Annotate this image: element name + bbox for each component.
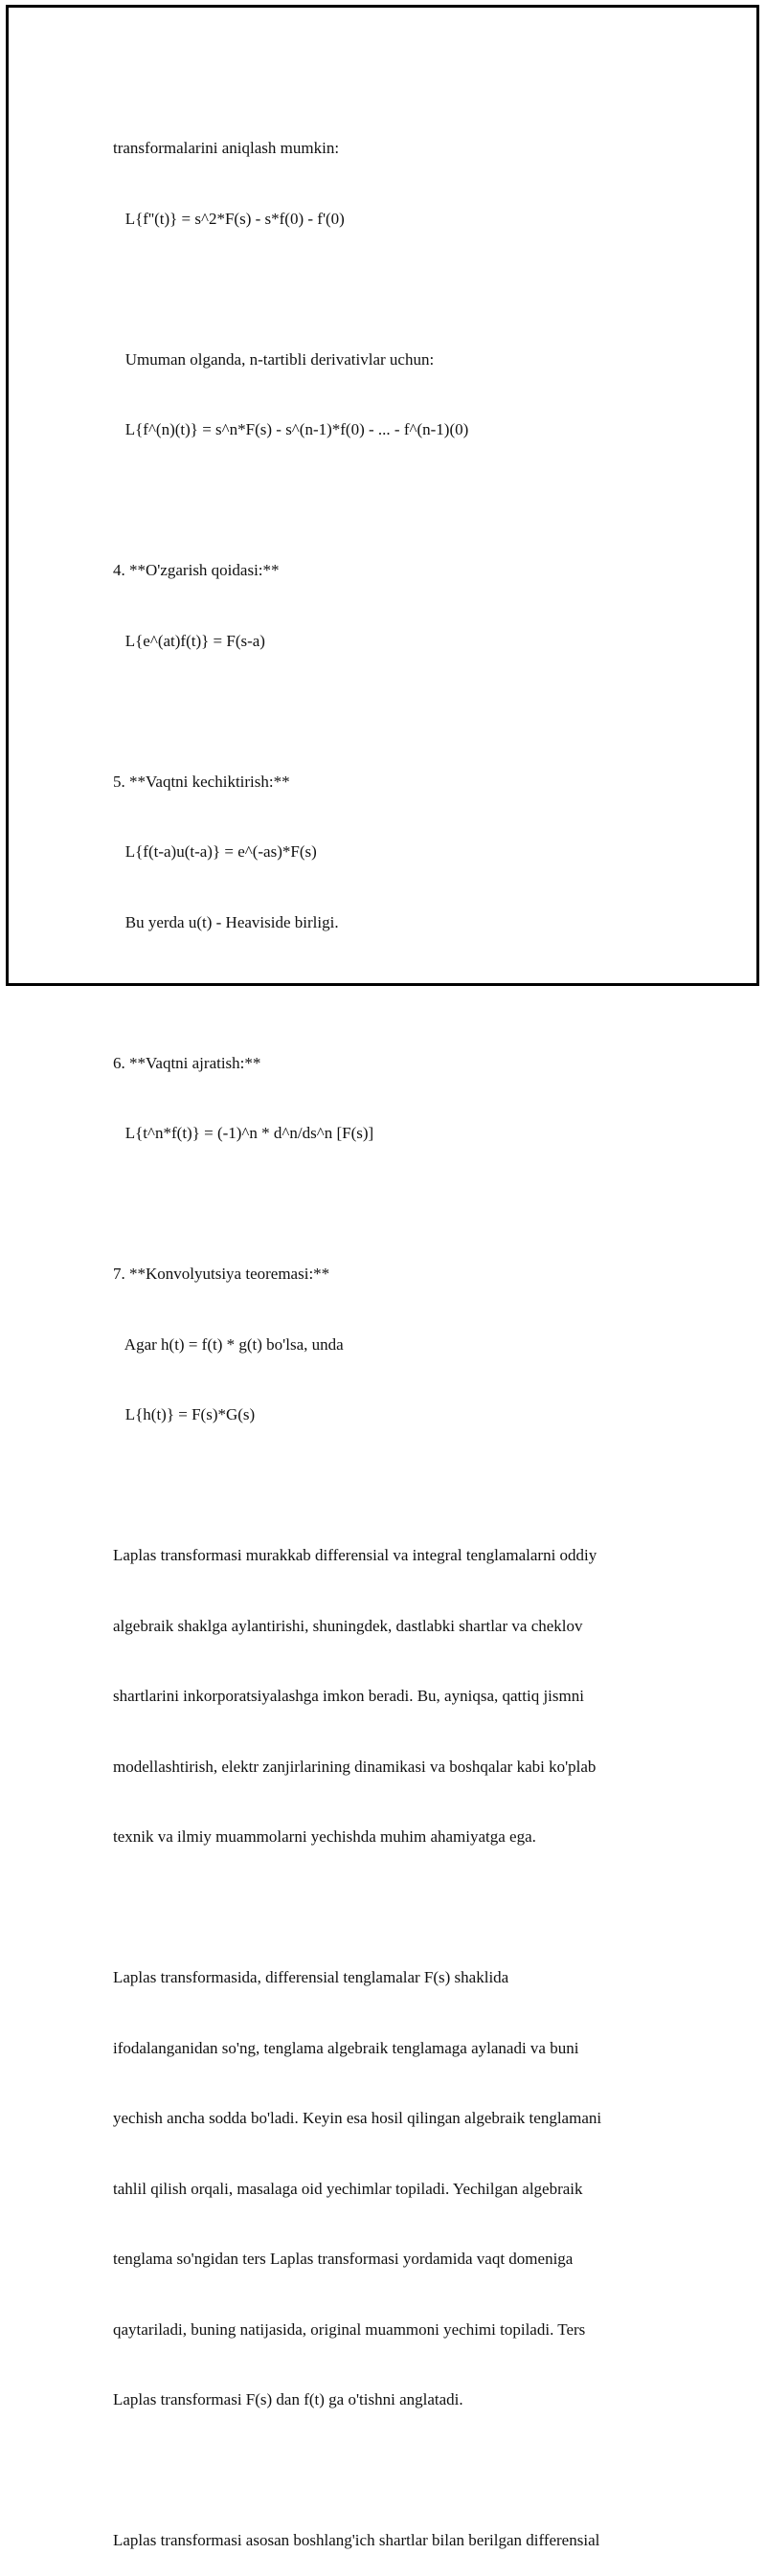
paragraph-line: modellashtirish, elektr zanjirlarining dinamikasi va boshqalar kabi ko'plab <box>113 1757 597 1776</box>
text-line: L{f^(n)(t)} = s^n*F(s) - s^(n-1)*f(0) - ... - f^(n-1)(0) <box>113 420 469 438</box>
text-line: L{f''(t)} = s^2*F(s) - s*f(0) - f'(0) <box>113 209 345 228</box>
list-item-heading: 6. **Vaqtni ajratish:** <box>113 1053 261 1072</box>
list-item-heading: 5. **Vaqtni kechiktirish:** <box>113 772 290 791</box>
paragraph-line: ifodalanganidan so'ng, tenglama algebraik tenglamaga aylanadi va buni <box>113 2038 579 2057</box>
paragraph-line: Laplas transformasida, differensial tenglamalar F(s) shaklida <box>113 1968 509 1986</box>
blank-line <box>113 700 659 724</box>
blank-line <box>113 1896 659 1920</box>
list-item-heading: 7. **Konvolyutsiya teoremasi:** <box>113 1265 330 1283</box>
blank-line <box>113 981 659 1005</box>
blank-line <box>113 1193 659 1217</box>
paragraph-line: yechish ancha sodda bo'ladi. Keyin esa hosil qilingan algebraik tenglamani <box>113 2109 602 2127</box>
list-item-heading: 4. **O'zgarish qoidasi:** <box>113 561 280 579</box>
text-line: L{f(t-a)u(t-a)} = e^(-as)*F(s) <box>113 842 317 861</box>
paragraph-line: qaytariladi, buning natijasida, original muammoni yechimi topiladi. Ters <box>113 2319 586 2339</box>
paragraph-line: shartlarini inkorporatsiyalashga imkon beradi. Bu, ayniqsa, qattiq jismni <box>113 1687 584 1705</box>
text-line: L{h(t)} = F(s)*G(s) <box>113 1405 256 1423</box>
text-line: Agar h(t) = f(t) * g(t) bo'lsa, unda <box>113 1334 344 1354</box>
paragraph-line: Laplas transformasi murakkab differensial va integral tenglamalarni oddiy <box>113 1546 597 1564</box>
paragraph-line: Laplas transformasi asosan boshlang'ich shartlar bilan berilgan differensial <box>113 2531 600 2549</box>
paragraph-line: tenglama so'ngidan ters Laplas transformasi yordamida vaqt domeniga <box>113 2250 574 2268</box>
blank-line <box>113 1474 659 1498</box>
paragraph-line: Laplas transformasi F(s) dan f(t) ga o'tishni anglatadi. <box>113 2390 463 2408</box>
blank-line <box>113 278 659 302</box>
paragraph-line: algebraik shaklga aylantirishi, shuningdek, dastlabki shartlar va cheklov <box>113 1616 583 1635</box>
paragraph-line: tahlil qilish orqali, masalaga oid yechimlar topiladi. Yechilgan algebraik <box>113 2179 583 2198</box>
blank-line <box>113 2459 659 2483</box>
document-body <box>113 90 659 2576</box>
text-line: Umuman olganda, n-tartibli derivativlar uchun: <box>113 349 435 369</box>
text-line: L{e^(at)f(t)} = F(s-a) <box>113 631 265 650</box>
paragraph-line: texnik va ilmiy muammolarni yechishda muhim ahamiyatga ega. <box>113 1827 536 1846</box>
text-line: L{t^n*f(t)} = (-1)^n * d^n/ds^n [F(s)] <box>113 1124 374 1142</box>
text-line: Bu yerda u(t) - Heaviside birligi. <box>113 912 339 931</box>
blank-line <box>113 489 659 513</box>
text-line: transformalarini aniqlash mumkin: <box>113 139 340 157</box>
